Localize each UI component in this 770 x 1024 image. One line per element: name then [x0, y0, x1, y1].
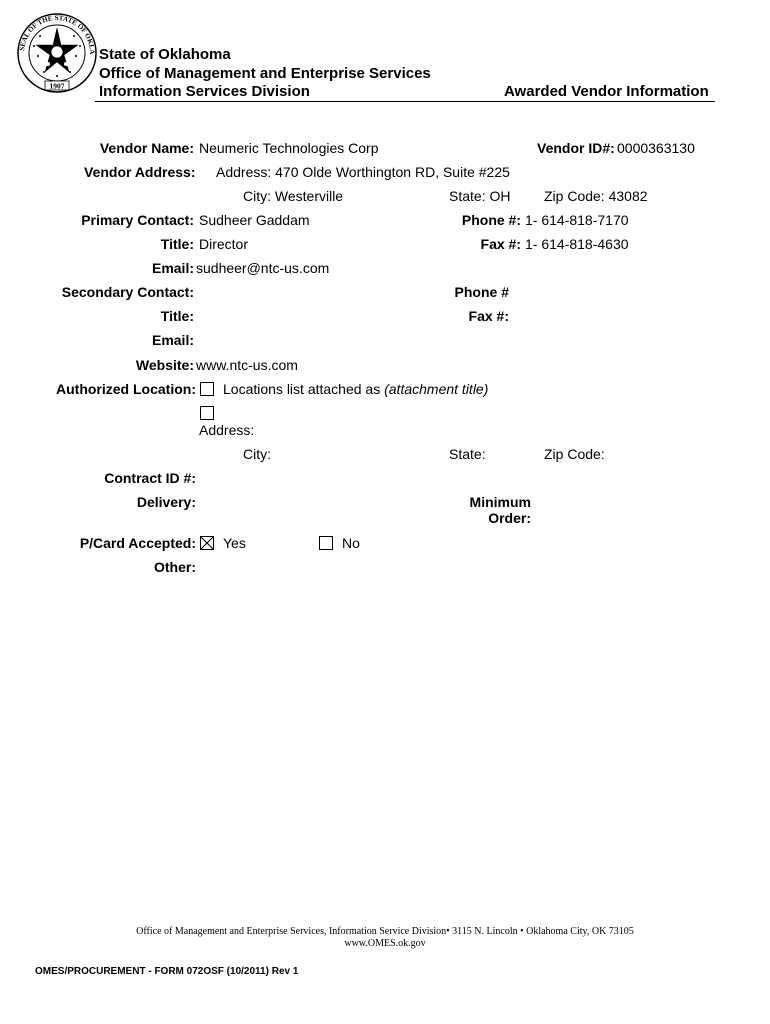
- vendor-id-value: 0000363130: [617, 140, 695, 156]
- minimum-order-label-line2: Order:: [488, 510, 531, 526]
- form-identifier: OMES/PROCUREMENT - FORM 072OSF (10/2011) Rev 1: [35, 966, 299, 977]
- vendor-name-value: Neumeric Technologies Corp: [199, 140, 379, 156]
- vendor-city-value: City: Westerville: [243, 188, 344, 204]
- header-division: Information Services Division: [99, 83, 310, 100]
- vendor-state-value: State: OH: [449, 188, 511, 204]
- locations-attached-checkbox[interactable]: [200, 382, 214, 396]
- primary-title-label: Title:: [160, 236, 194, 252]
- primary-phone-value: 1- 614-818-7170: [525, 212, 629, 228]
- state-seal: [16, 12, 98, 94]
- contract-id-label: Contract ID #:: [104, 470, 196, 486]
- pcard-accepted-label: P/Card Accepted:: [79, 535, 196, 551]
- primary-email-label: Email:: [151, 260, 194, 276]
- primary-phone-label: Phone #:: [461, 212, 521, 228]
- locations-attached-label: Locations list attached as: [223, 381, 385, 397]
- header-divider: [95, 101, 715, 102]
- secondary-phone-label: Phone #: [454, 284, 509, 300]
- website-value: www.ntc-us.com: [196, 357, 298, 373]
- document-title: Awarded Vendor Information: [504, 83, 709, 100]
- secondary-title-label: Title:: [160, 308, 194, 324]
- pcard-no-checkbox[interactable]: [319, 536, 333, 550]
- pcard-yes-checkbox[interactable]: [200, 536, 214, 550]
- header-state: State of Oklahoma: [99, 46, 231, 63]
- website-label: Website:: [135, 357, 194, 373]
- vendor-id-label: Vendor ID#:: [537, 140, 615, 156]
- footer-address: Office of Management and Enterprise Services, Information Service Division• 3115 N. Lincoln • Oklahoma City, OK 73105: [136, 926, 634, 937]
- vendor-address-label: Vendor Address:: [84, 164, 196, 180]
- primary-contact-value: Sudheer Gaddam: [199, 212, 310, 228]
- seal-year: 1907: [49, 81, 65, 91]
- secondary-contact-label: Secondary Contact:: [61, 284, 194, 300]
- seal-text: SEAL OF THE STATE OF OKLA: [18, 13, 97, 55]
- delivery-label: Delivery:: [136, 494, 196, 510]
- location-zip-label: Zip Code:: [544, 446, 605, 462]
- header-office: Office of Management and Enterprise Services: [99, 65, 431, 82]
- secondary-fax-label: Fax #:: [468, 308, 509, 324]
- location-address-label: Address:: [199, 422, 255, 438]
- checkmark-x-icon: [201, 537, 213, 549]
- vendor-address-value: Address: 470 Olde Worthington RD, Suite #225: [216, 164, 510, 180]
- primary-contact-label: Primary Contact:: [81, 212, 194, 228]
- location-city-label: City:: [243, 446, 271, 462]
- footer-website: www.OMES.ok.gov: [344, 938, 426, 949]
- minimum-order-label-line1: Minimum: [469, 494, 531, 510]
- pcard-yes-label: Yes: [223, 535, 246, 551]
- locations-attached-text: [223, 381, 488, 397]
- location-state-label: State:: [449, 446, 486, 462]
- pcard-no-label: No: [342, 535, 360, 551]
- primary-title-value: Director: [199, 236, 249, 252]
- primary-fax-label: Fax #:: [480, 236, 521, 252]
- secondary-email-label: Email:: [151, 332, 194, 348]
- authorized-location-label: Authorized Location:: [56, 381, 196, 397]
- vendor-zip-value: Zip Code: 43082: [544, 188, 648, 204]
- seal-icon: [16, 12, 98, 94]
- vendor-name-label: Vendor Name:: [99, 140, 194, 156]
- location-address-checkbox[interactable]: [200, 406, 214, 420]
- primary-email-value: sudheer@ntc-us.com: [196, 260, 330, 276]
- other-label: Other:: [154, 559, 196, 575]
- attachment-title-placeholder: (attachment title): [384, 381, 489, 397]
- primary-fax-value: 1- 614-818-4630: [525, 236, 629, 252]
